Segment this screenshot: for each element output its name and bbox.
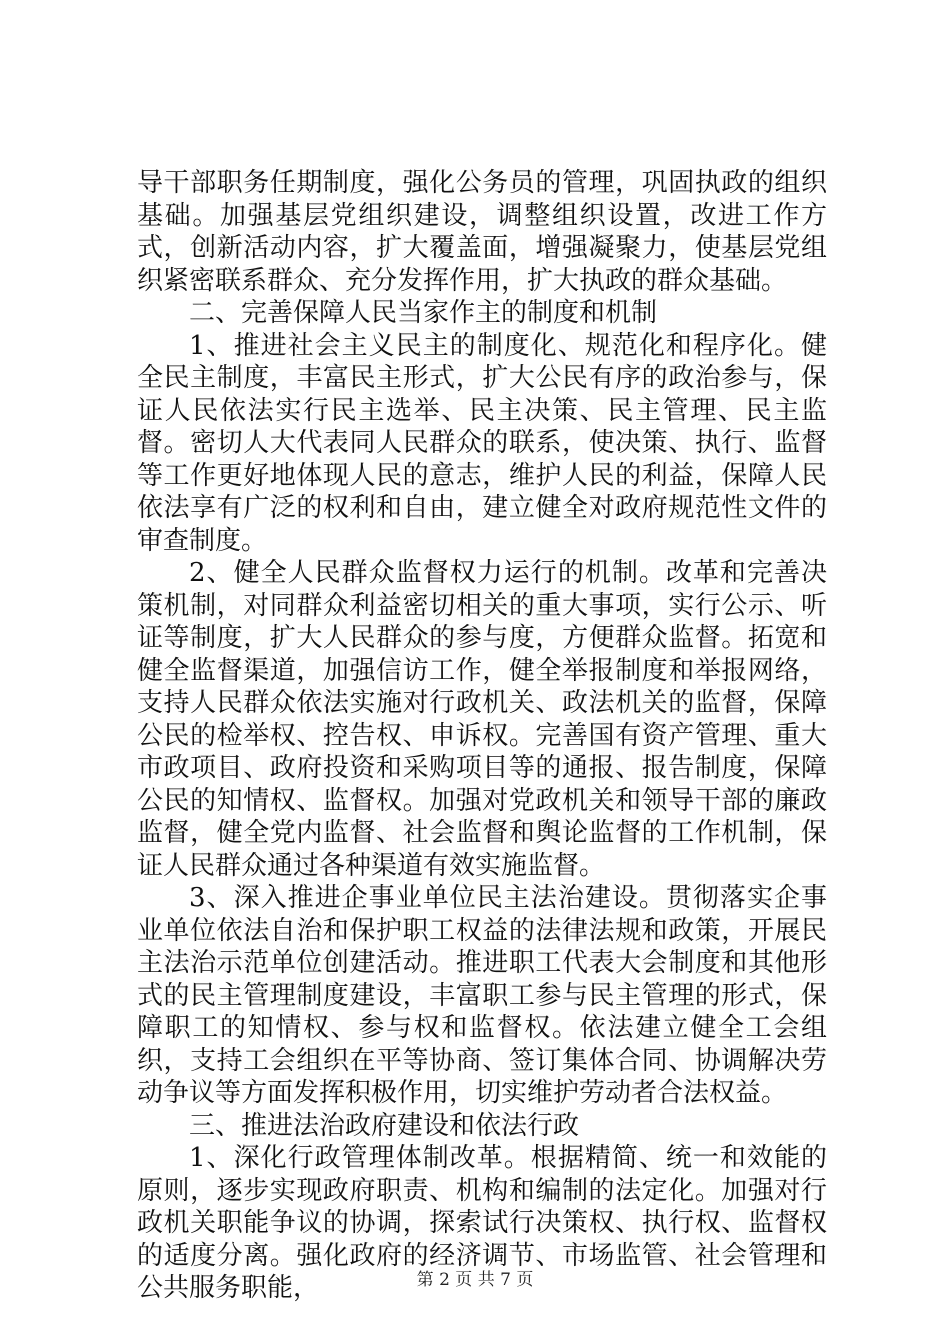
paragraph-2-3: 3、深入推进企事业单位民主法治建设。贯彻落实企事业单位依法自治和保护职工权益的法律法规和政策，开展民主法治示范单位创建活动。推进职工代表大会制度和其他形式的民主管理制度建设，丰富职工参与民主管理的形式，保障职工的知情权、参与权和监督权。依法建立健全工会组织，支持工会组织在平等协商、签订集体合同、协调解决劳动争议等方面发挥积极作用，切实维护劳动者合法权益。 [137, 883, 827, 1108]
paragraph-2-1: 1、推进社会主义民主的制度化、规范化和程序化。健全民主制度，丰富民主形式，扩大公民有序的政治参与，保证人民依法实行民主选举、民主决策、民主管理、民主监督。密切人大代表同人民群众的联系，使决策、执行、监督等工作更好地体现人民的意志，维护人民的利益，保障人民依法享有广泛的权利和自由，建立健全对政府规范性文件的审查制度。 [137, 330, 827, 556]
paragraph-2-2: 2、健全人民群众监督权力运行的机制。改革和完善决策机制，对同群众利益密切相关的重大事项，实行公示、听证等制度，扩大人民群众的参与度，方便群众监督。拓宽和健全监督渠道，加强信访工作，健全举报制度和举报网络，支持人民群众依法实施对行政机关、政法机关的监督，保障公民的检举权、控告权、申诉权。完善国有资产管理、重大市政项目、政府投资和采购项目等的通报、报告制度，保障公民的知情权、监督权。加强对党政机关和领导干部的廉政监督，健全党内监督、社会监督和舆论监督的工作机制，保证人民群众通过各种渠道有效实施监督。 [137, 558, 827, 881]
section-heading-2: 二、完善保障人民当家作主的制度和机制 [189, 298, 658, 328]
paragraph-continuation: 导干部职务任期制度，强化公务员的管理，巩固执政的组织基础。加强基层党组织建设，调整组织设置，改进工作方式，创新活动内容，扩大覆盖面，增强凝聚力，使基层党组织紧密联系群众、充分发挥作用，扩大执政的群众基础。 [137, 168, 827, 296]
document-body [137, 167, 827, 1305]
paragraph-3-1: 1、深化行政管理体制改革。根据精简、统一和效能的原则，逐步实现政府职责、机构和编制的法定化。加强对行政机关职能争议的协调，探索试行决策权、执行权、监督权的适度分离。强化政府的经济调节、市场监管、社会管理和公共服务职能， [137, 1143, 827, 1303]
page-footer: 第 2 页 共 7 页 [416, 1270, 534, 1290]
section-heading-3: 三、推进法治政府建设和依法行政 [189, 1110, 580, 1141]
